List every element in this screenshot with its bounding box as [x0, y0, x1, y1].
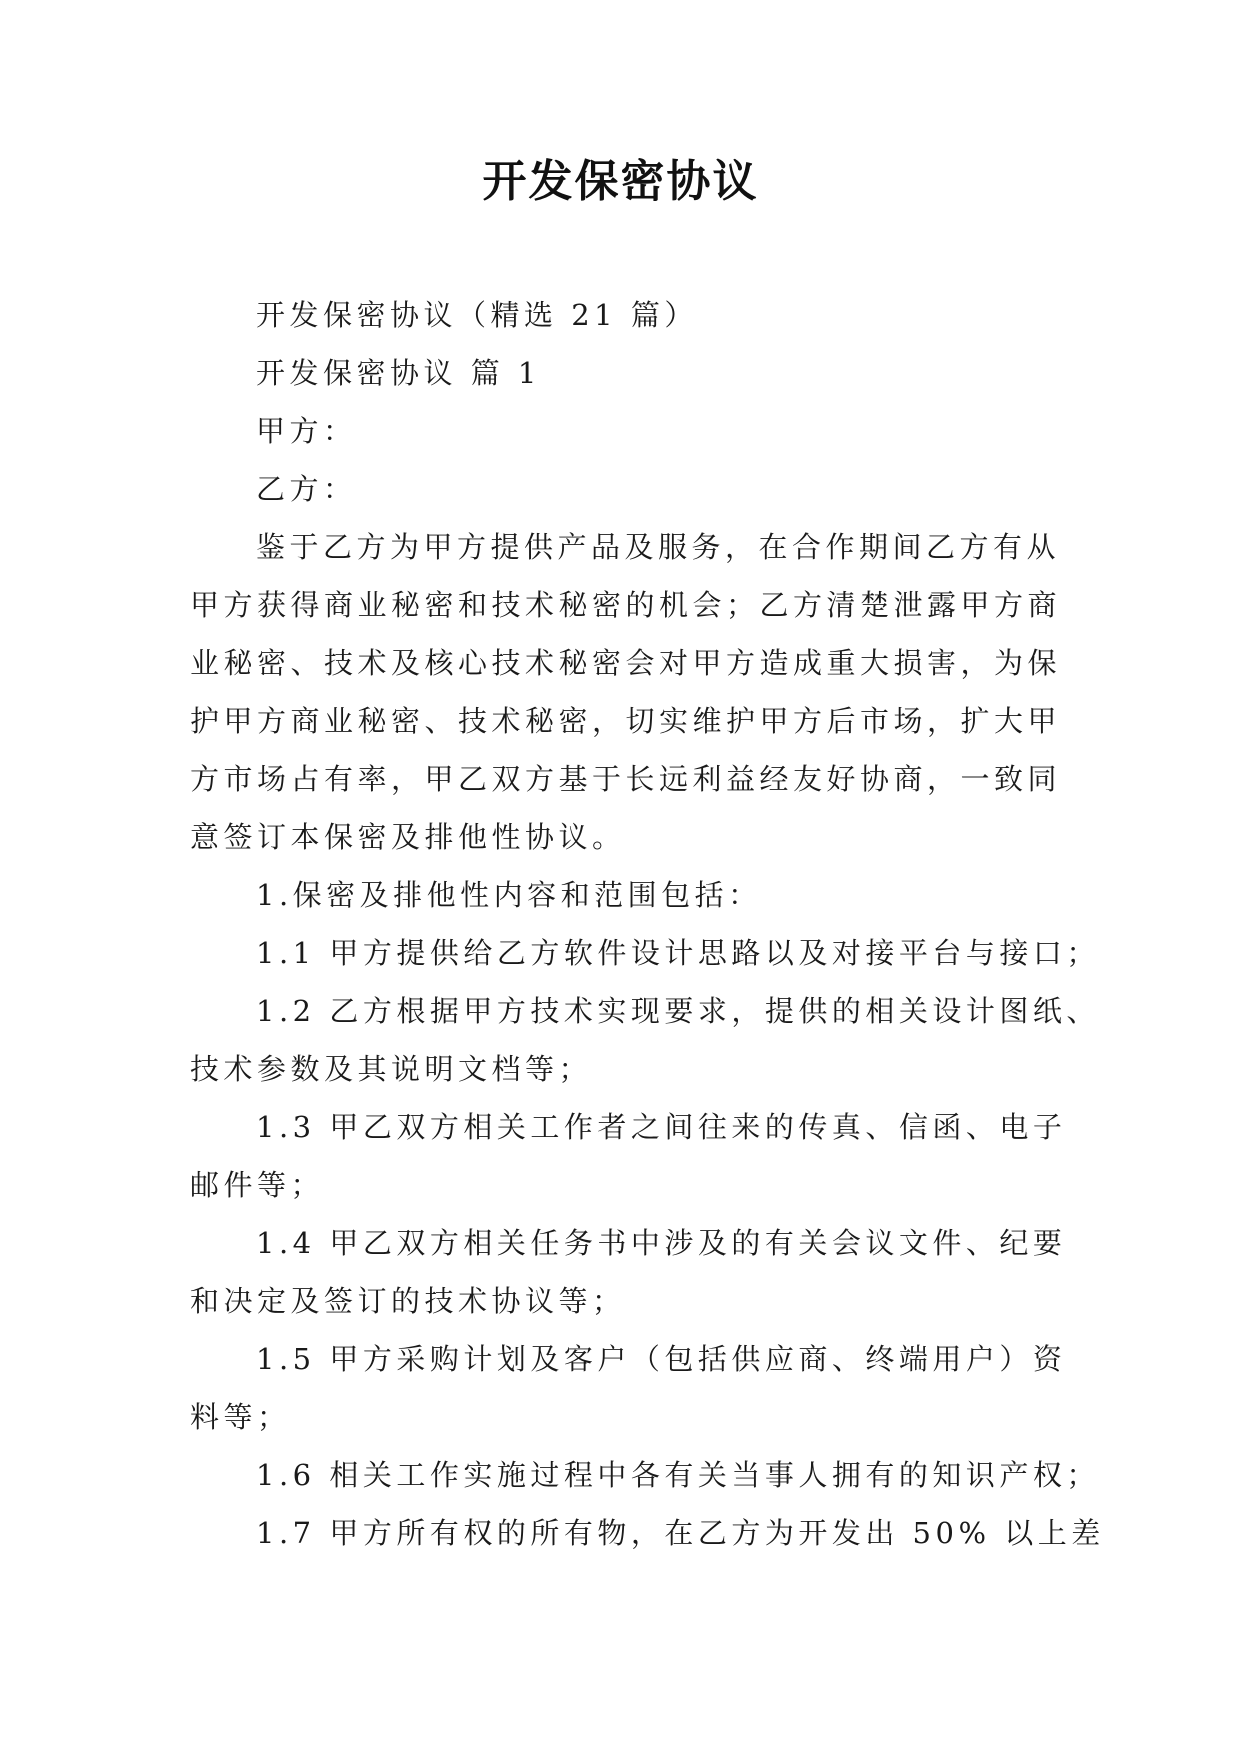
paragraph-line: 甲方获得商业秘密和技术秘密的机会；乙方清楚泄露甲方商	[190, 588, 1062, 622]
clause-line: 1.3 甲乙双方相关工作者之间往来的传真、信函、电子	[256, 1110, 1067, 1144]
section-heading: 开发保密协议 篇 1	[256, 356, 541, 390]
subtitle-line: 开发保密协议（精选 21 篇）	[256, 298, 698, 332]
clause-line: 和决定及签订的技术协议等；	[190, 1284, 626, 1318]
clause-line: 1.6 相关工作实施过程中各有关当事人拥有的知识产权；	[256, 1458, 1100, 1492]
clause-heading: 1.保密及排他性内容和范围包括：	[256, 878, 762, 912]
clause-line: 1.5 甲方采购计划及客户（包括供应商、终端用户）资	[256, 1342, 1067, 1376]
document-body	[190, 286, 1105, 1562]
paragraph-line: 意签订本保密及排他性协议。	[190, 820, 626, 854]
clause-line: 邮件等；	[190, 1168, 325, 1202]
clause-line: 1.4 甲乙双方相关任务书中涉及的有关会议文件、纪要	[256, 1226, 1067, 1260]
clause-line: 1.1 甲方提供给乙方软件设计思路以及对接平台与接口；	[256, 936, 1100, 970]
party-a-label: 甲方：	[256, 414, 357, 448]
paragraph-line: 鉴于乙方为甲方提供产品及服务，在合作期间乙方有从	[256, 530, 1061, 564]
paragraph-line: 方市场占有率，甲乙双方基于长远利益经友好协商，一致同	[190, 762, 1062, 796]
paragraph-line: 业秘密、技术及核心技术秘密会对甲方造成重大损害，为保	[190, 646, 1062, 680]
document-title: 开发保密协议	[482, 156, 759, 207]
clause-line: 1.2 乙方根据甲方技术实现要求，提供的相关设计图纸、	[256, 994, 1100, 1028]
party-b-label: 乙方：	[256, 472, 357, 506]
clause-line: 技术参数及其说明文档等；	[190, 1052, 593, 1086]
clause-line: 料等；	[190, 1400, 291, 1434]
clause-line: 1.7 甲方所有权的所有物，在乙方为开发出 50% 以上差	[256, 1516, 1105, 1550]
paragraph-line: 护甲方商业秘密、技术秘密，切实维护甲方后市场，扩大甲	[190, 704, 1062, 738]
